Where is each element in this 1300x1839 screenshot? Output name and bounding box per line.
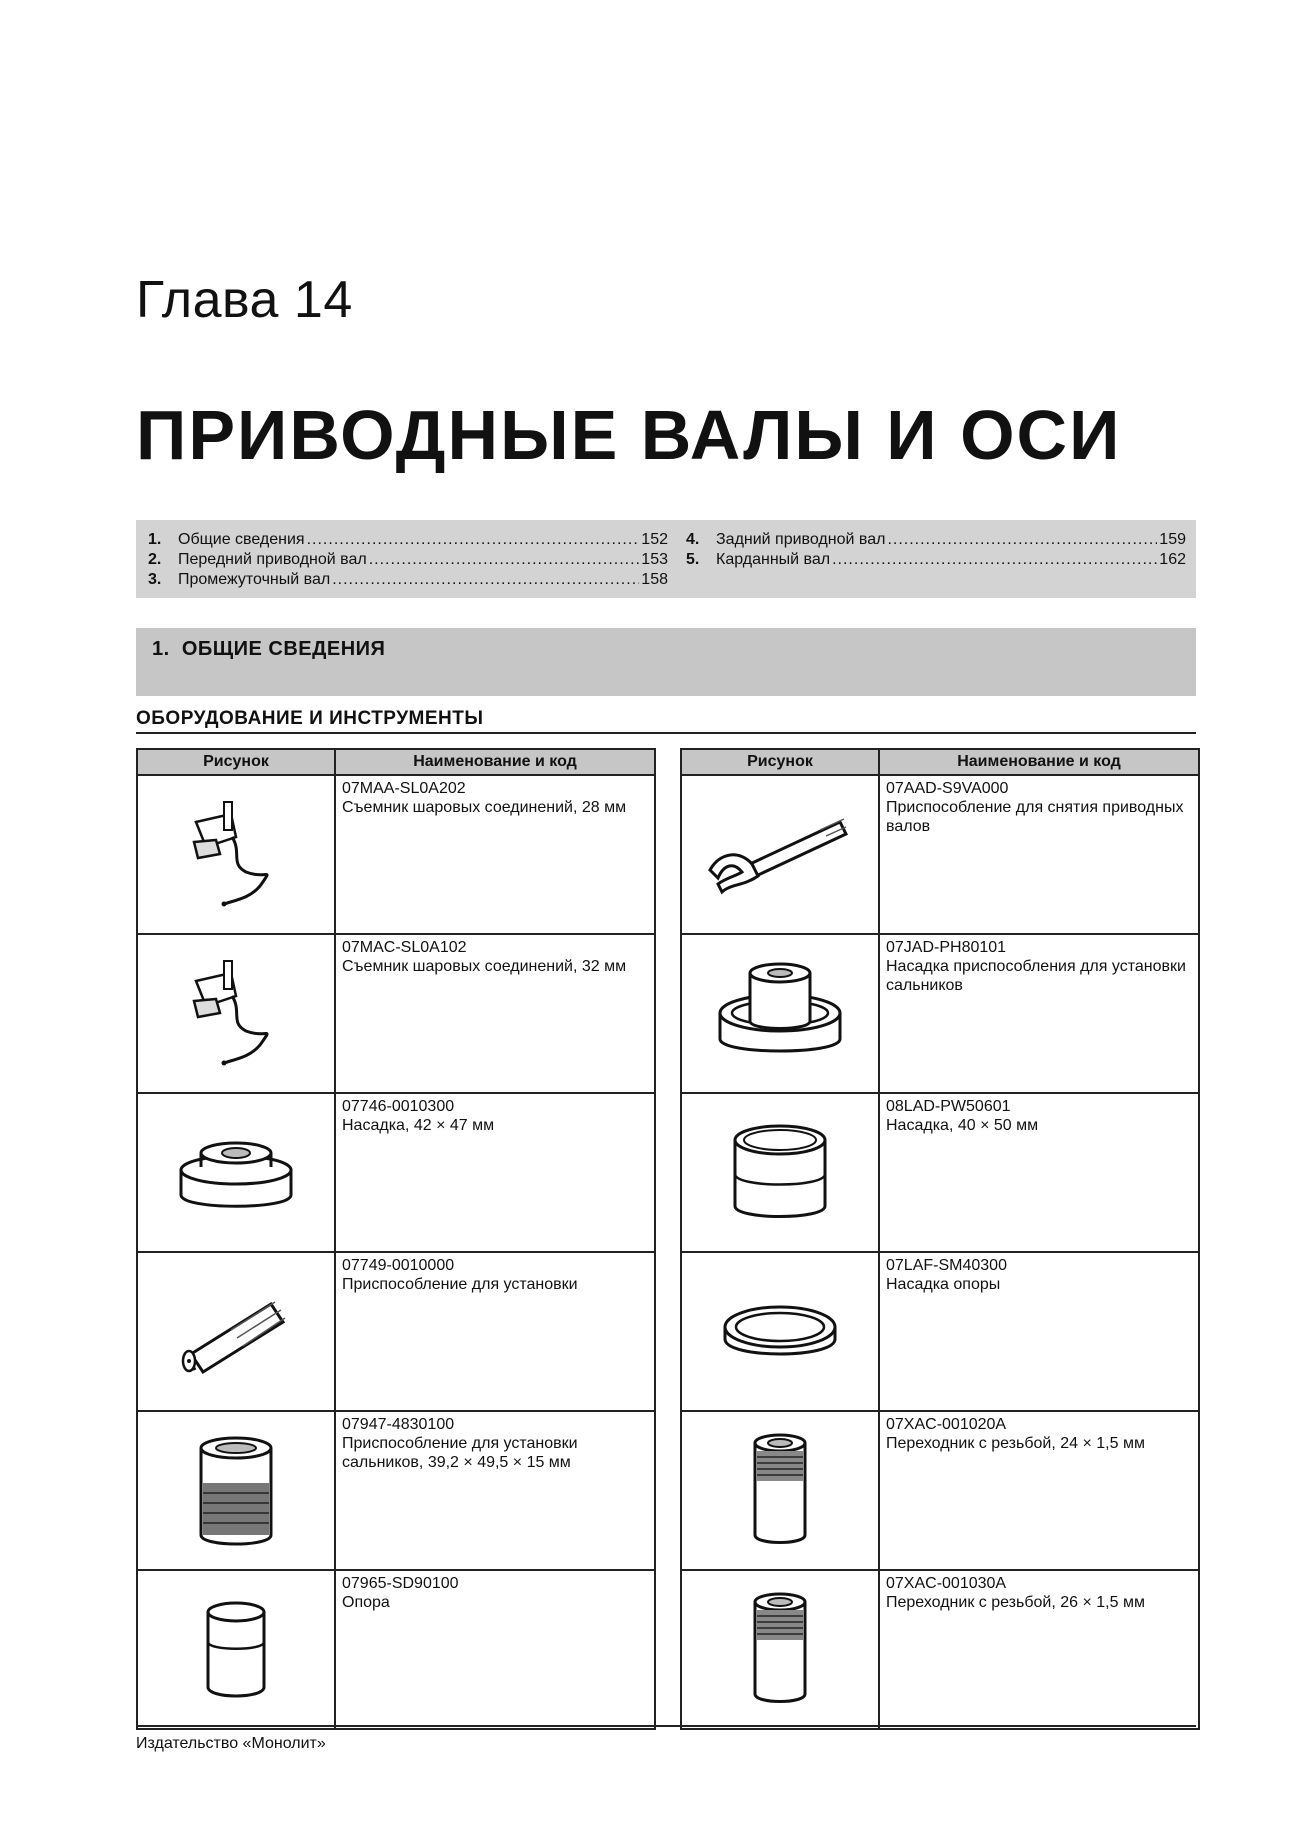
tool-name: Насадка опоры (886, 1276, 1001, 1293)
column-header-picture: Рисунок (137, 749, 335, 775)
toc-item-title: Промежуточный вал (178, 571, 331, 588)
table-row (137, 1252, 655, 1411)
publisher-label: Издательство «Монолит» (136, 1735, 326, 1752)
column-header-picture: Рисунок (681, 749, 879, 775)
toc-item-page: 158 (641, 571, 668, 588)
ring-attachment-icon (715, 1279, 845, 1379)
tool-name: Приспособление для снятия приводных валов (886, 799, 1184, 835)
tool-code: 08LAD-PW50601 (886, 1098, 1011, 1115)
table-row (681, 934, 1199, 1093)
picture-cell (137, 934, 335, 1093)
tool-name: Опора (342, 1594, 390, 1611)
table-row (681, 1411, 1199, 1570)
support-icon (186, 1587, 286, 1707)
seal-driver-icon (181, 1423, 291, 1553)
driver-handle-icon (171, 1274, 301, 1384)
toc-leader-dots (369, 550, 640, 570)
table-row (681, 1093, 1199, 1252)
toc-item-number: 4. (686, 531, 700, 548)
toc-item-title: Передний приводной вал (178, 551, 367, 568)
tool-name: Приспособление для установки (342, 1276, 578, 1293)
name-code-cell (335, 1252, 655, 1411)
tool-code: 07965-SD90100 (342, 1575, 459, 1592)
ball-joint-puller-icon (176, 951, 296, 1071)
toc-item-page: 152 (641, 531, 668, 548)
table-row (137, 1411, 655, 1570)
toc-column-right (686, 530, 1186, 570)
table-header-row (681, 749, 1199, 775)
table-row (681, 1252, 1199, 1411)
tool-name: Переходник с резьбой, 24 × 1,5 мм (886, 1435, 1145, 1452)
footer (136, 1725, 1196, 1753)
threaded-adapter-icon (735, 1423, 825, 1553)
section-title (152, 638, 385, 661)
name-code-cell (335, 1570, 655, 1729)
tools-table-left (136, 748, 656, 1730)
tool-name: Переходник с резьбой, 26 × 1,5 мм (886, 1594, 1145, 1611)
toc-leader-dots (832, 550, 1157, 570)
toc-item-page: 153 (641, 551, 668, 568)
tool-code: 07JAD-PH80101 (886, 939, 1007, 956)
table-row (137, 775, 655, 934)
toc-item-title: Задний приводной вал (716, 531, 886, 548)
table-row (681, 775, 1199, 934)
table-row (137, 1570, 655, 1729)
toc-item-title: Общие сведения (178, 531, 305, 548)
picture-cell (137, 775, 335, 934)
picture-cell (681, 1570, 879, 1729)
sleeve-attachment-icon (720, 1110, 840, 1230)
picture-cell (681, 1252, 879, 1411)
name-code-cell (335, 1093, 655, 1252)
toc-leader-dots (307, 530, 640, 550)
tool-name: Насадка, 42 × 47 мм (342, 1117, 495, 1134)
tool-code: 07MAC-SL0A102 (342, 939, 467, 956)
picture-cell (681, 775, 879, 934)
toc-item-number: 5. (686, 551, 700, 568)
toc-leader-dots (332, 570, 639, 590)
tool-name: Приспособление для установки сальников, 39,2 × 49,5 × 15 мм (342, 1435, 578, 1471)
toc-item-number: 2. (148, 551, 162, 568)
name-code-cell (879, 1093, 1199, 1252)
subheading: ОБОРУДОВАНИЕ И ИНСТРУМЕНТЫ (136, 708, 1196, 734)
tool-name: Съемник шаровых соединений, 28 мм (342, 799, 627, 816)
name-code-cell (879, 1411, 1199, 1570)
tool-code: 07749-0010000 (342, 1257, 455, 1274)
section-header (136, 628, 1196, 696)
threaded-adapter-icon (735, 1582, 825, 1712)
toc-item[interactable] (686, 530, 1186, 550)
tool-code: 07947-4830100 (342, 1416, 455, 1433)
toc-item-number: 1. (148, 531, 162, 548)
tool-code: 07AAD-S9VA000 (886, 780, 1009, 797)
table-header-row (137, 749, 655, 775)
driveshaft-remover-icon (700, 792, 860, 912)
toc-item[interactable] (148, 550, 668, 570)
tool-name: Насадка приспособления для установки сальников (886, 958, 1186, 994)
name-code-cell (335, 1411, 655, 1570)
picture-cell (137, 1411, 335, 1570)
name-code-cell (879, 1252, 1199, 1411)
table-of-contents (136, 520, 1196, 598)
table-row (137, 934, 655, 1093)
tool-code: 07LAF-SM40300 (886, 1257, 1007, 1274)
tool-code: 07MAA-SL0A202 (342, 780, 466, 797)
picture-cell (681, 1411, 879, 1570)
name-code-cell (335, 775, 655, 934)
column-header-name-code: Наименование и код (335, 749, 655, 775)
chapter-label: Глава 14 (136, 271, 353, 329)
driver-attachment-icon (171, 1115, 301, 1225)
table-row (681, 1570, 1199, 1729)
picture-cell (681, 934, 879, 1093)
page-title: ПРИВОДНЫЕ ВАЛЫ И ОСИ (136, 396, 1122, 474)
toc-item[interactable] (148, 530, 668, 550)
tool-code: 07XAC-001030A (886, 1575, 1007, 1592)
column-header-name-code: Наименование и код (879, 749, 1199, 775)
toc-item-page: 159 (1159, 531, 1186, 548)
toc-item-number: 3. (148, 571, 162, 588)
toc-item-page: 162 (1159, 551, 1186, 568)
name-code-cell (879, 775, 1199, 934)
tools-table-right (680, 748, 1200, 1730)
picture-cell (137, 1570, 335, 1729)
table-row (137, 1093, 655, 1252)
tool-code: 07XAC-001020A (886, 1416, 1007, 1433)
tool-code: 07746-0010300 (342, 1098, 455, 1115)
picture-cell (137, 1093, 335, 1252)
tool-name: Насадка, 40 × 50 мм (886, 1117, 1039, 1134)
tool-name: Съемник шаровых соединений, 32 мм (342, 958, 627, 975)
seal-attachment-icon (710, 951, 850, 1071)
toc-item-title: Карданный вал (716, 551, 831, 568)
toc-leader-dots (887, 530, 1157, 550)
toc-item[interactable] (148, 570, 668, 590)
section-title-text: ОБЩИЕ СВЕДЕНИЯ (181, 638, 386, 660)
name-code-cell (879, 1570, 1199, 1729)
ball-joint-puller-icon (176, 792, 296, 912)
toc-column-left (148, 530, 668, 590)
toc-item[interactable] (686, 550, 1186, 570)
name-code-cell (335, 934, 655, 1093)
picture-cell (137, 1252, 335, 1411)
section-number: 1. (152, 638, 170, 660)
picture-cell (681, 1093, 879, 1252)
name-code-cell (879, 934, 1199, 1093)
